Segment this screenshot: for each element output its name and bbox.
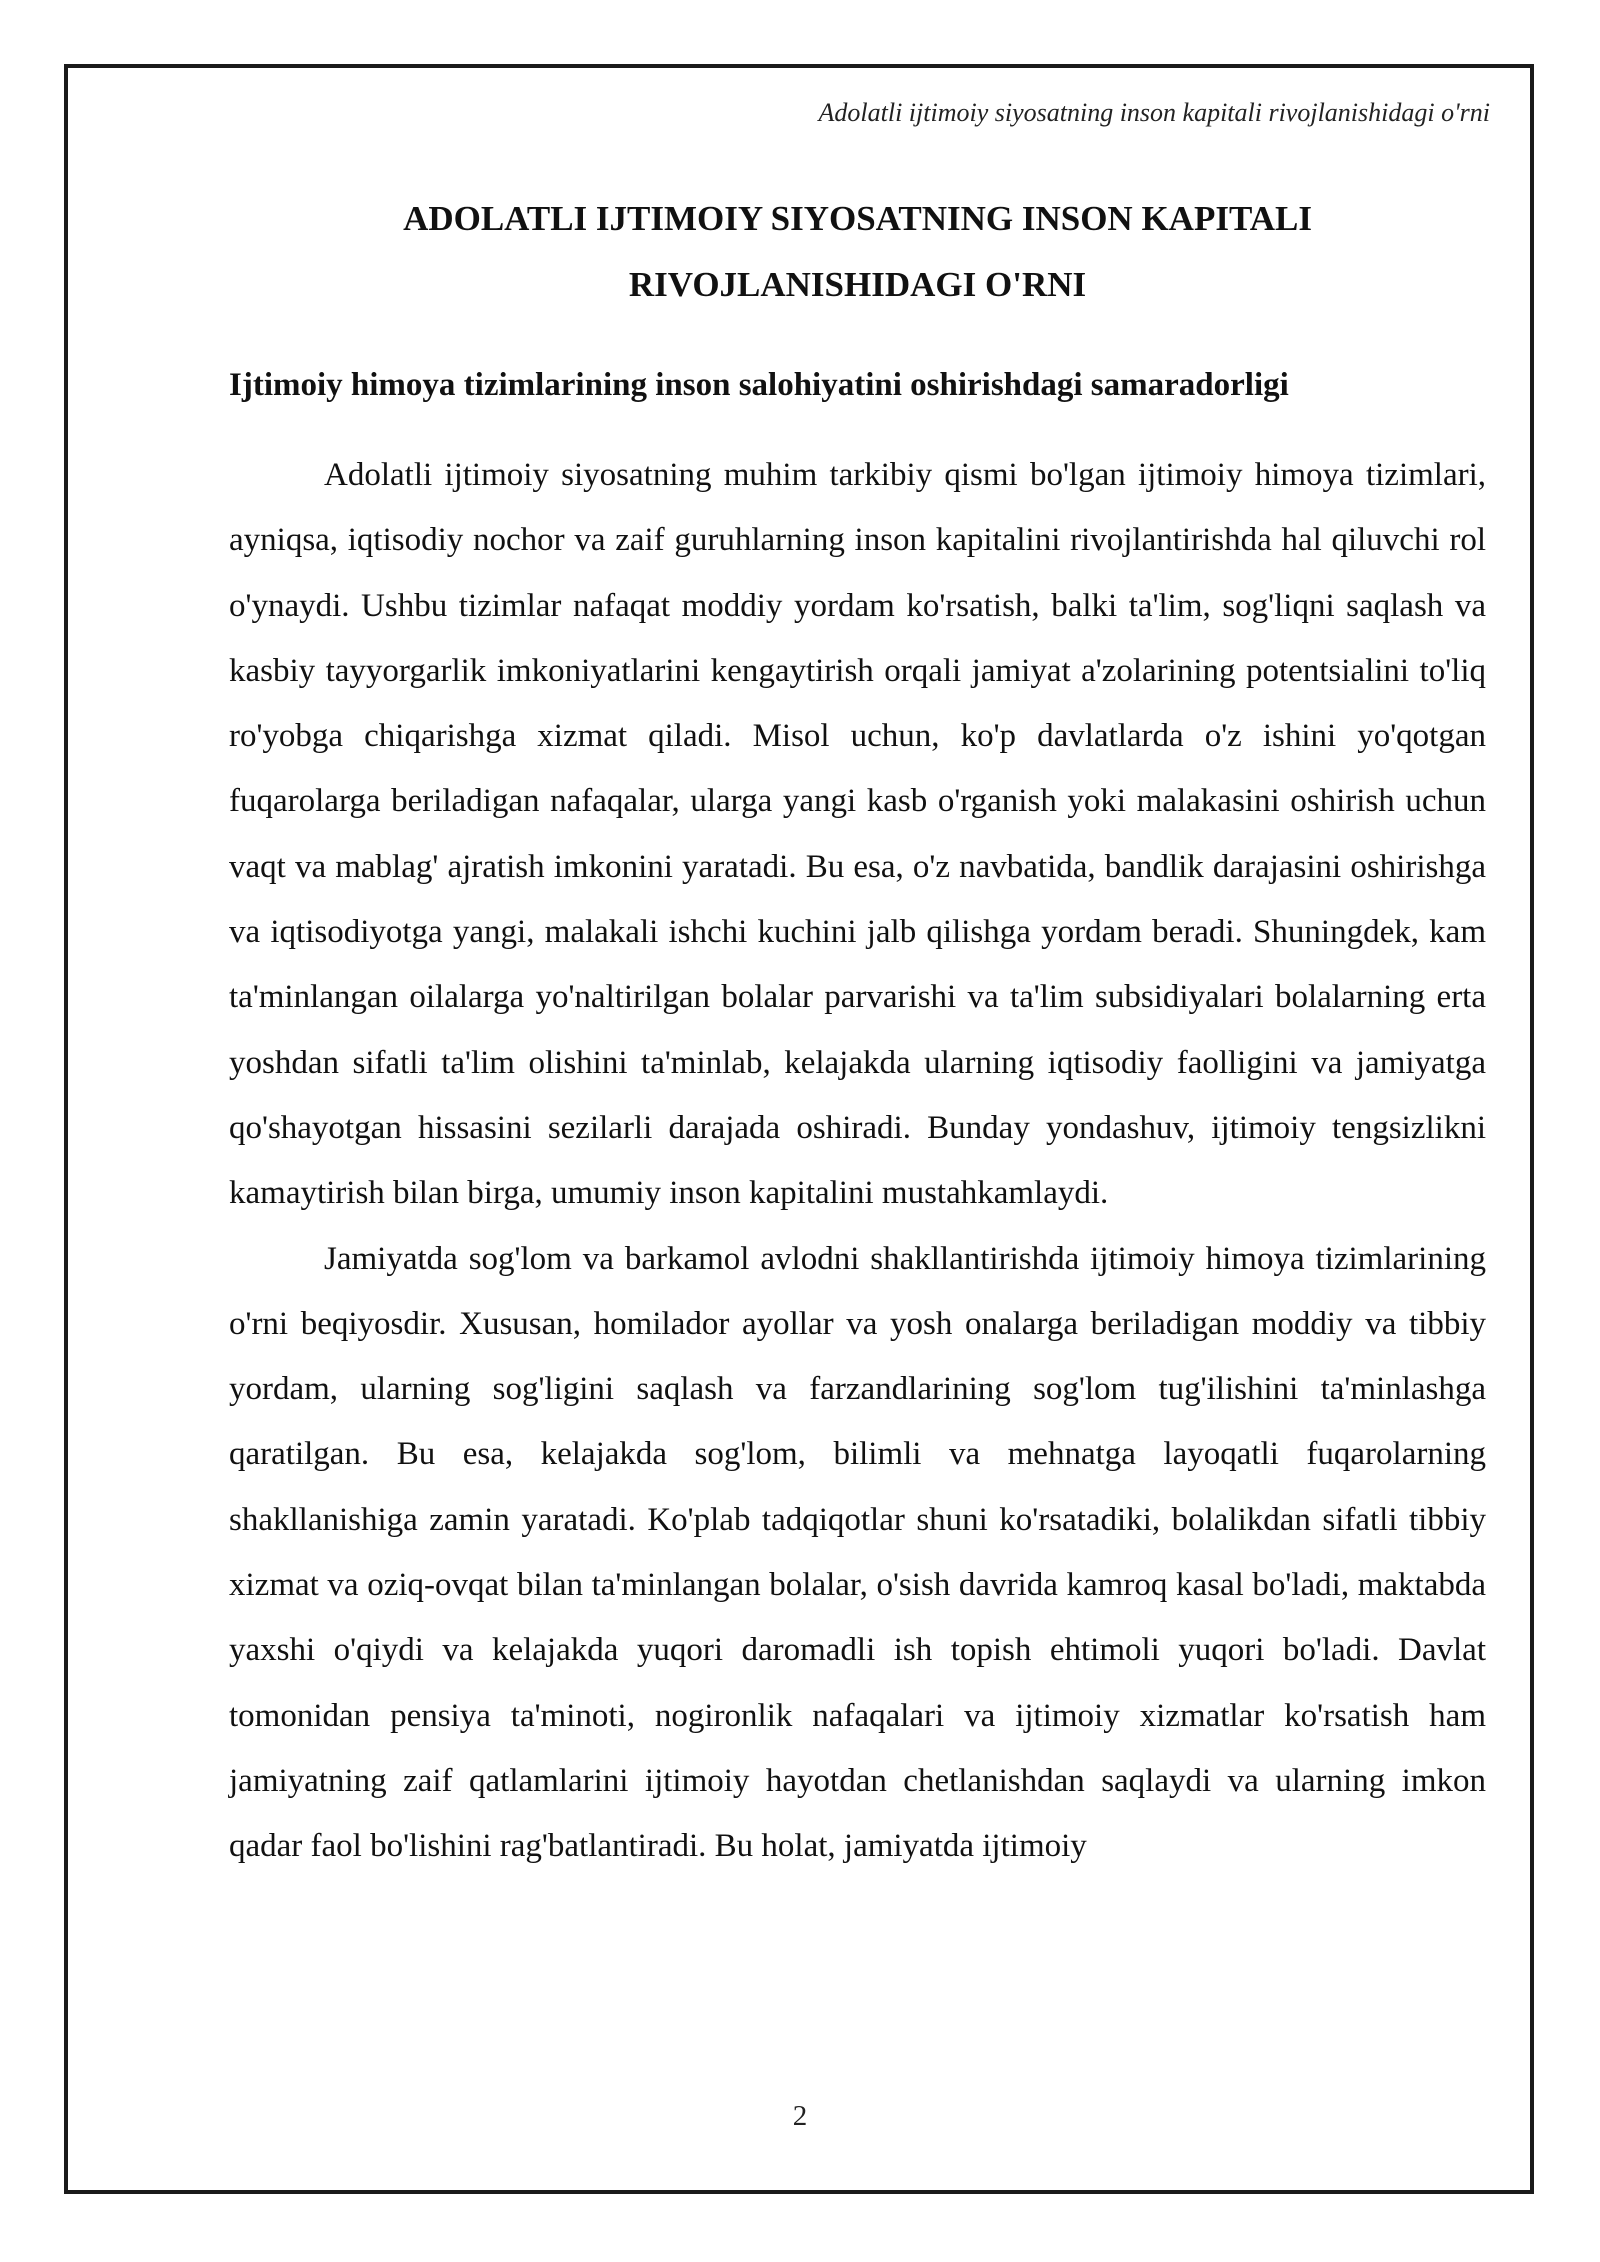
title-line-1: ADOLATLI IJTIMOIY SIYOSATNING INSON KAPITALI xyxy=(403,199,1312,238)
paragraph-1: Adolatli ijtimoiy siyosatning muhim tarkibiy qismi bo'lgan ijtimoiy himoya tizimlari, ayniqsa, iqtisodiy nochor va zaif guruhlarning inson kapitalini rivojlantirishda hal qiluvchi rol o'ynaydi. Ushbu tizimlar nafaqat moddiy yordam ko'rsatish, balki ta'lim, sog'liqni saqlash va kasbiy tayyorgarlik imkoniyatlarini kengaytirish orqali jamiyat a'zolarining potentsialini to'liq ro'yobga chiqarishga xizmat qiladi. Misol uchun, ko'p davlatlarda o'z ishini yo'qotgan fuqarolarga beriladigan nafaqalar, ularga yangi kasb o'rganish yoki malakasini oshirish uchun vaqt va mablag' ajratish imkonini yaratadi. Bu esa, o'z navbatida, bandlik darajasini oshirishga va iqtisodiyotga yangi, malakali ishchi kuchini jalb qilishga yordam beradi. Shuningdek, kam ta'minlangan oilalarga yo'naltirilgan bolalar parvarishi va ta'lim subsidiyalari bolalarning erta yoshdan sifatli ta'lim olishini ta'minlab, kelajakda ularning iqtisodiy faolligini va jamiyatga qo'shayotgan hissasini sezilarli darajada oshiradi. Bunday yondashuv, ijtimoiy tengsizlikni kamaytirish bilan birga, umumiy inson kapitalini mustahkamlaydi. xyxy=(229,457,1486,1212)
title-line-2: RIVOJLANISHIDAGI O'RNI xyxy=(628,265,1087,304)
body-text xyxy=(229,443,1486,1880)
running-header: Adolatli ijtimoiy siyosatning inson kapitali rivojlanishidagi o'rni xyxy=(818,98,1490,127)
page-number: 2 xyxy=(792,2100,808,2132)
paragraph-2: Jamiyatda sog'lom va barkamol avlodni shakllantirishda ijtimoiy himoya tizimlarining o'rni beqiyosdir. Xususan, homilador ayollar va yosh onalarga beriladigan moddiy va tibbiy yordam, ularning sog'ligini saqlash va farzandlarining sog'lom tug'ilishini ta'minlashga qaratilgan. Bu esa, kelajakda sog'lom, bilimli va mehnatga layoqatli fuqarolarning shakllanishiga zamin yaratadi. Ko'plab tadqiqotlar shuni ko'rsatadiki, bolalikdan sifatli tibbiy xizmat va oziq-ovqat bilan ta'minlangan bolalar, o'sish davrida kamroq kasal bo'ladi, maktabda yaxshi o'qiydi va kelajakda yuqori daromadli ish topish ehtimoli yuqori bo'ladi. Davlat tomonidan pensiya ta'minoti, nogironlik nafaqalari va ijtimoiy xizmatlar ko'rsatish ham jamiyatning zaif qatlamlarini ijtimoiy hayotdan chetlanishdan saqlaydi va ularning imkon qadar faol bo'lishini rag'batlantiradi. Bu holat, jamiyatda ijtimoiy xyxy=(229,1240,1486,1865)
document-title xyxy=(229,186,1486,318)
section-heading: Ijtimoiy himoya tizimlarining inson salohiyatini oshirishdagi samaradorligi xyxy=(229,367,1289,403)
